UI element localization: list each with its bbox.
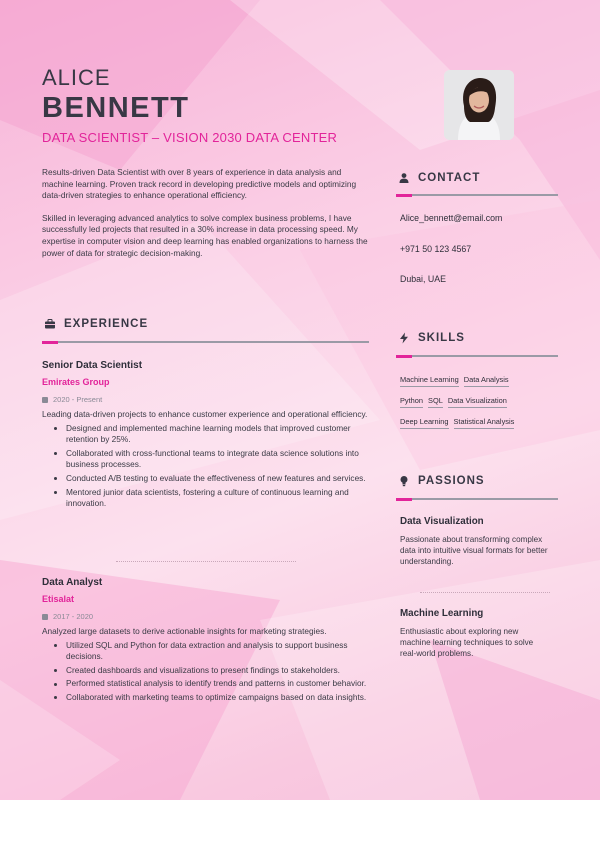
job-entry (42, 577, 370, 706)
job-entry (42, 360, 370, 512)
resume-header (42, 66, 337, 145)
last-name: BENNETT (42, 92, 190, 124)
experience-heading-label: EXPERIENCE (64, 318, 149, 330)
page-bottom-margin (0, 800, 600, 850)
lightbulb-icon (398, 475, 410, 487)
job-role: Senior Data Scientist (42, 360, 143, 371)
contact-heading (398, 172, 480, 184)
skills-rule (396, 355, 558, 357)
job-bullet: Created dashboards and visualizations to present findings to stakeholders. (54, 665, 370, 677)
skills-list (400, 375, 560, 438)
lightning-icon (398, 332, 410, 344)
calendar-icon (42, 397, 48, 403)
skill-tag: Deep Learning (400, 417, 449, 429)
skills-heading-label: SKILLS (418, 332, 465, 344)
passion-item (400, 608, 550, 660)
skills-row (400, 396, 560, 408)
job-bullet: Performed statistical analysis to identify trends and patterns in customer behavior. (54, 678, 370, 690)
job-bullet: Collaborated with marketing teams to optimize campaigns based on data insights. (54, 692, 370, 704)
experience-rule (42, 341, 369, 343)
passion-title: Data Visualization (400, 516, 484, 527)
job-bullet: Utilized SQL and Python for data extraction and analysis to support business decisions. (54, 640, 370, 663)
contact-location: Dubai, UAE (400, 274, 446, 284)
summary-paragraph: Skilled in leveraging advanced analytics to solve complex business problems, I have successfully led projects that resulted in a 30% increase in data processing speed. My expertise in computer vision and deep learning has enabled organizations to harness the power of data for strategic decision-making. (42, 212, 368, 258)
passion-description: Enthusiastic about exploring new machine learning techniques to solve real-world problems. (400, 627, 534, 659)
passions-heading (398, 475, 485, 487)
contact-heading-label: CONTACT (418, 172, 481, 184)
profile-photo (444, 70, 514, 140)
job-role: Data Analyst (42, 577, 103, 588)
job-bullet: Designed and implemented machine learning models that improved customer retention by 25%. (54, 423, 370, 446)
job-company: Etisalat (42, 594, 75, 604)
passion-item (400, 516, 550, 568)
calendar-icon (42, 614, 48, 620)
job-description: Leading data-driven projects to enhance customer experience and operational efficiency. (42, 409, 368, 419)
job-dates (42, 395, 370, 404)
contact-phone: +971 50 123 4567 (400, 244, 472, 254)
job-dates (42, 612, 370, 621)
briefcase-icon (44, 318, 56, 330)
job-bullet: Conducted A/B testing to evaluate the effectiveness of new features and services. (54, 473, 370, 485)
skill-tag: Python (400, 396, 423, 408)
job-bullet: Collaborated with cross-functional teams to integrate data science solutions into business processes. (54, 448, 370, 471)
skill-tag: Data Analysis (464, 375, 509, 387)
skills-row (400, 417, 560, 429)
job-separator (116, 561, 296, 562)
skills-row (400, 375, 560, 387)
passion-title: Machine Learning (400, 608, 484, 619)
experience-heading (44, 318, 148, 330)
job-title: DATA SCIENTIST – VISION 2030 DATA CENTER (42, 130, 338, 145)
skill-tag: Machine Learning (400, 375, 459, 387)
passion-description: Passionate about transforming complex data into intuitive visual formats for better understanding. (400, 535, 548, 567)
job-bullets (42, 640, 370, 704)
summary-paragraph: Results-driven Data Scientist with over 8 years of experience in data analysis and machine learning. Proven track record in developing predictive models and optimizing data-driven strategies to enhance operational efficiency. (42, 167, 357, 201)
job-dates-text: 2020 - Present (53, 395, 103, 404)
passions-rule (396, 498, 558, 500)
skill-tag: Statistical Analysis (454, 417, 515, 429)
skill-tag: SQL (428, 396, 443, 408)
first-name: ALICE (42, 65, 111, 90)
job-company: Emirates Group (42, 377, 110, 387)
contact-rule (396, 194, 558, 196)
skills-heading (398, 332, 465, 344)
person-icon (398, 172, 410, 184)
profile-summary (42, 167, 372, 259)
contact-email[interactable]: Alice_bennett@email.com (400, 213, 503, 223)
skill-tag: Data Visualization (448, 396, 507, 408)
job-dates-text: 2017 - 2020 (53, 612, 94, 621)
job-bullets (42, 423, 370, 510)
passion-separator (420, 592, 550, 593)
job-description: Analyzed large datasets to derive actionable insights for marketing strategies. (42, 626, 327, 636)
job-bullet: Mentored junior data scientists, fostering a culture of continuous learning and innovation. (54, 487, 370, 510)
passions-heading-label: PASSIONS (418, 475, 485, 487)
